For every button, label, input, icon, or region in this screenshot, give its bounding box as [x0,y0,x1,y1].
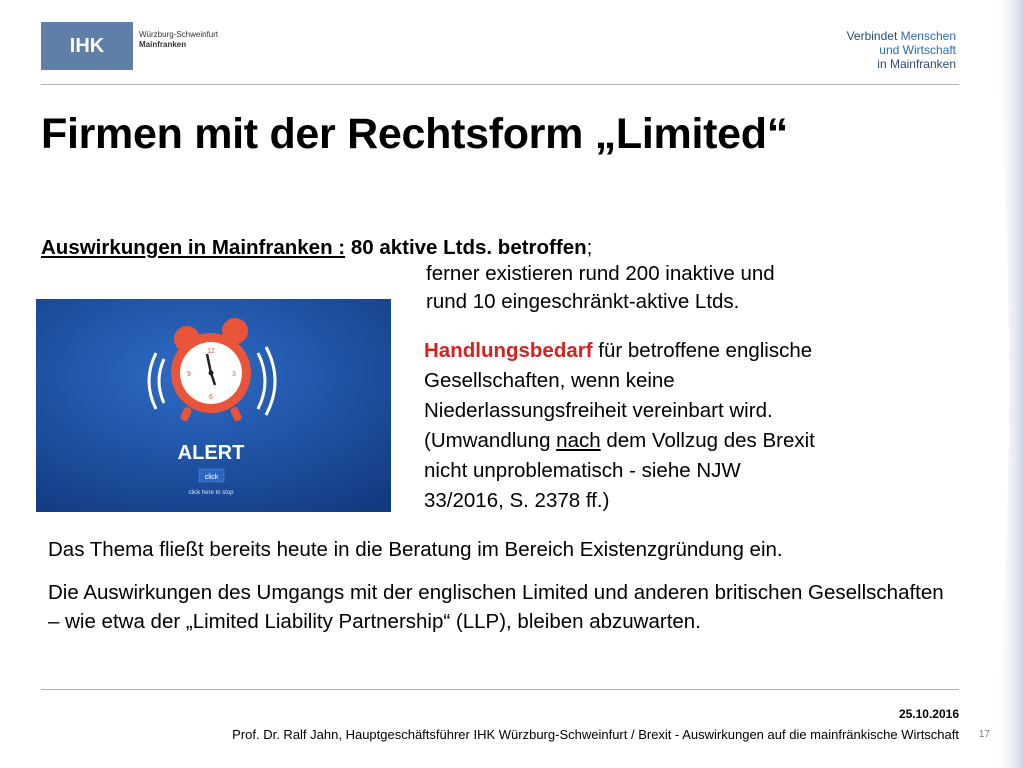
action-line5: nicht unproblematisch - siehe NJW [424,459,741,482]
tagline-line3: in Mainfranken [877,57,956,71]
action-line4-underlined: nach [556,429,601,452]
tagline-line2: und Wirtschaft [879,43,956,57]
footer-divider [41,689,959,690]
page-number: 17 [978,729,990,740]
action-line3: Niederlassungsfreiheit vereinbart wird. [424,399,773,422]
impact-value: 80 aktive Ltds. betroffen [350,236,587,259]
action-line2: Gesellschaften, wenn keine [424,369,675,392]
alert-caption: click here to stop [188,490,234,496]
logo-subtitle [139,30,218,50]
paragraph-consulting: Das Thema fließt bereits heute in die Beratung im Bereich Existenzgründung ein. [48,538,783,561]
action-highlight: Handlungsbedarf [424,339,593,362]
tagline-highlight: Menschen [900,29,956,43]
footer-text: Prof. Dr. Ralf Jahn, Hauptgeschäftsführer IHK Würzburg-Schweinfurt / Brexit - Auswirkungen auf die mainfränkische Wirtschaft [232,727,959,742]
alert-click-button: click [204,474,219,481]
clock-number-6: 6 [209,394,213,401]
clock-number-3: 3 [232,371,236,378]
slide-title: Firmen mit der Rechtsform „Limited“ [41,110,788,158]
ihk-logo-text: IHK [69,35,105,57]
header-divider [41,84,959,85]
alert-heading: ALERT [177,442,245,464]
action-line6: 33/2016, S. 2378 ff.) [424,489,610,512]
logo-subtitle-line2: Mainfranken [139,40,187,49]
decorative-swoosh [954,0,1024,768]
action-line4-b: dem Vollzug des Brexit [600,429,815,452]
tagline [847,29,956,71]
footer-date: 25.10.2016 [898,707,959,721]
action-required-block [424,336,964,516]
impact-line-3: rund 10 eingeschränkt-aktive Ltds. [426,290,740,313]
impact-line [41,236,592,260]
action-line1: für betroffene englische [592,339,813,362]
impact-suffix: ; [586,236,593,259]
action-line4-a: (Umwandlung [424,429,557,452]
clock-number-9: 9 [187,371,191,378]
impact-label: Auswirkungen in Mainfranken : [41,236,346,259]
alert-clock-image [36,299,391,512]
impact-line-2: ferner existieren rund 200 inaktive und [426,262,775,285]
tagline-part1: Verbindet [846,29,901,43]
paragraph-outlook: Die Auswirkungen des Umgangs mit der englischen Limited und anderen britischen Gesellschaften – wie etwa der „Limited Liability Partnership“ (LLP), bleiben abzuwarten. [48,581,944,633]
clock-number-12: 12 [207,348,215,355]
logo-subtitle-line1: Würzburg-Schweinfurt [139,30,219,39]
